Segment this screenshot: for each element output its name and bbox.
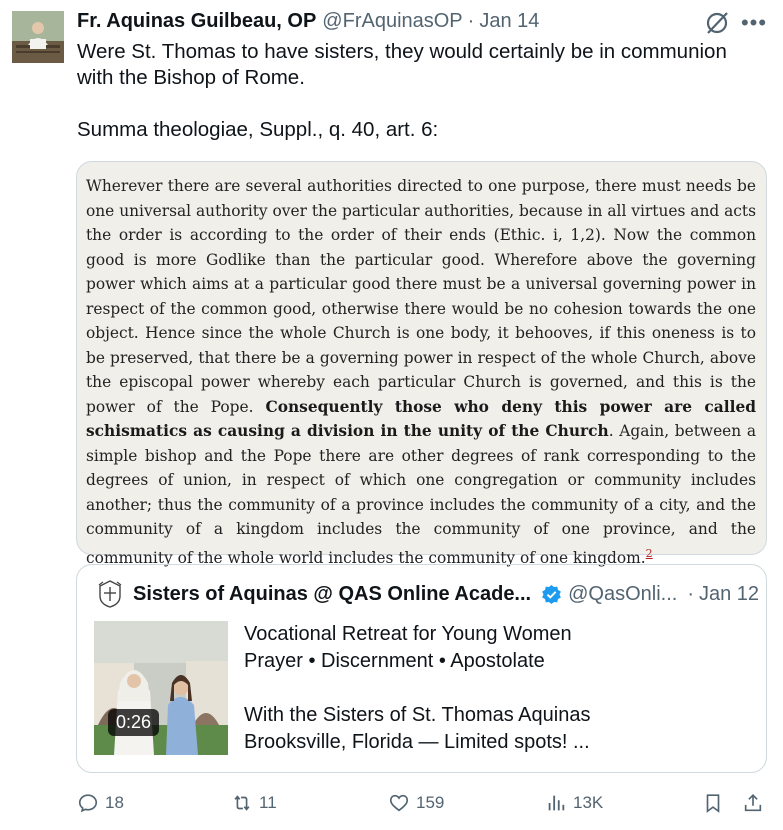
tweet-text-line: Summa theologiae, Suppl., q. 40, art. 6:: [77, 118, 439, 141]
tweet-text: [77, 39, 757, 143]
more-icon[interactable]: •••: [740, 10, 768, 35]
sisters-logo-icon: [95, 579, 125, 609]
quoted-text-line: With the Sisters of St. Thomas Aquinas: [244, 704, 591, 726]
passage-bold-text: Consequently those who deny this power are called schismatics as causing a division in the unity of the Church: [86, 397, 756, 440]
quoted-author-name[interactable]: Sisters of Aquinas @ QAS Online Acade...: [133, 582, 532, 605]
quoted-tweet-header: [95, 579, 760, 609]
views-count: 13K: [573, 793, 604, 812]
like-count: 159: [416, 793, 445, 812]
quoted-tweet[interactable]: [76, 564, 767, 773]
tweet-date[interactable]: Jan 14: [479, 10, 540, 32]
video-duration: 0:26: [108, 709, 159, 736]
attached-image[interactable]: [76, 161, 767, 567]
passage-text: . Again, between a simple bishop and the Pope there are other degrees of rank corresponding to the degrees of union, in respect of which one congregation or community includes another; thus the community of a province includes the community of a city, and the community of a kingdom includes the community of one province, and the community of the whole world includes the community of one kingdom.: [86, 422, 757, 567]
quoted-text-line: Prayer • Discernment • Apostolate: [244, 650, 545, 672]
summa-passage: [86, 174, 756, 570]
author-name[interactable]: Fr. Aquinas Guilbeau, OP: [77, 10, 317, 32]
heart-icon: [388, 792, 410, 814]
share-button[interactable]: [742, 787, 770, 819]
separator-dot: ·: [467, 10, 475, 32]
quoted-text-line: Brooksville, Florida — Limited spots! ...: [244, 731, 590, 753]
author-avatar[interactable]: [12, 11, 64, 63]
tweet-text-line: Were St. Thomas to have sisters, they would certainly be in communion: [77, 40, 727, 63]
share-icon: [742, 792, 764, 814]
views-button[interactable]: [545, 787, 603, 819]
views-icon: [545, 792, 567, 814]
author-handle[interactable]: @FrAquinasOP: [322, 10, 463, 32]
verified-icon: [541, 584, 562, 605]
reply-count: 18: [105, 793, 124, 812]
retweet-count: 11: [259, 793, 277, 812]
quoted-tweet-text: [244, 621, 744, 756]
quoted-tweet-date[interactable]: Jan 12: [699, 582, 760, 605]
footnote-link: 2: [645, 546, 653, 560]
action-bar: [0, 787, 783, 819]
quoted-author-handle[interactable]: @QasOnli...: [568, 582, 678, 605]
bookmark-icon: [702, 792, 724, 814]
retweet-icon: [231, 792, 253, 814]
quoted-text-line: Vocational Retreat for Young Women: [244, 623, 572, 645]
tweet-text-line: with the Bishop of Rome.: [77, 66, 305, 89]
reply-button[interactable]: [77, 787, 124, 819]
grok-icon[interactable]: [704, 10, 730, 36]
passage-text: Wherever there are several authorities directed to one purpose, there must needs be one universal authority over the particular authorities, because in all virtues and acts the order is according to the order of their ends (Ethic. i, 1,2). Now the common good is more Godlike than the particular good. Wherefore above the governing power which aims at a particular good there must be a universal governing power in respect of the common good, otherwise there would be no cohesion towards the one object. Hence since the whole Church is one body, it behooves, if this oneness is to be preserved, that there be a governing power in respect of the whole Church, above the episcopal power whereby each particular Church is governed, and this is the power of the Pope.: [86, 177, 756, 416]
video-thumbnail[interactable]: [94, 621, 228, 755]
like-button[interactable]: [388, 787, 444, 819]
tweet-header: [77, 10, 707, 36]
retweet-button[interactable]: [231, 787, 277, 819]
bookmark-button[interactable]: [702, 787, 730, 819]
separator-dot: ·: [687, 582, 694, 605]
reply-icon: [77, 792, 99, 814]
